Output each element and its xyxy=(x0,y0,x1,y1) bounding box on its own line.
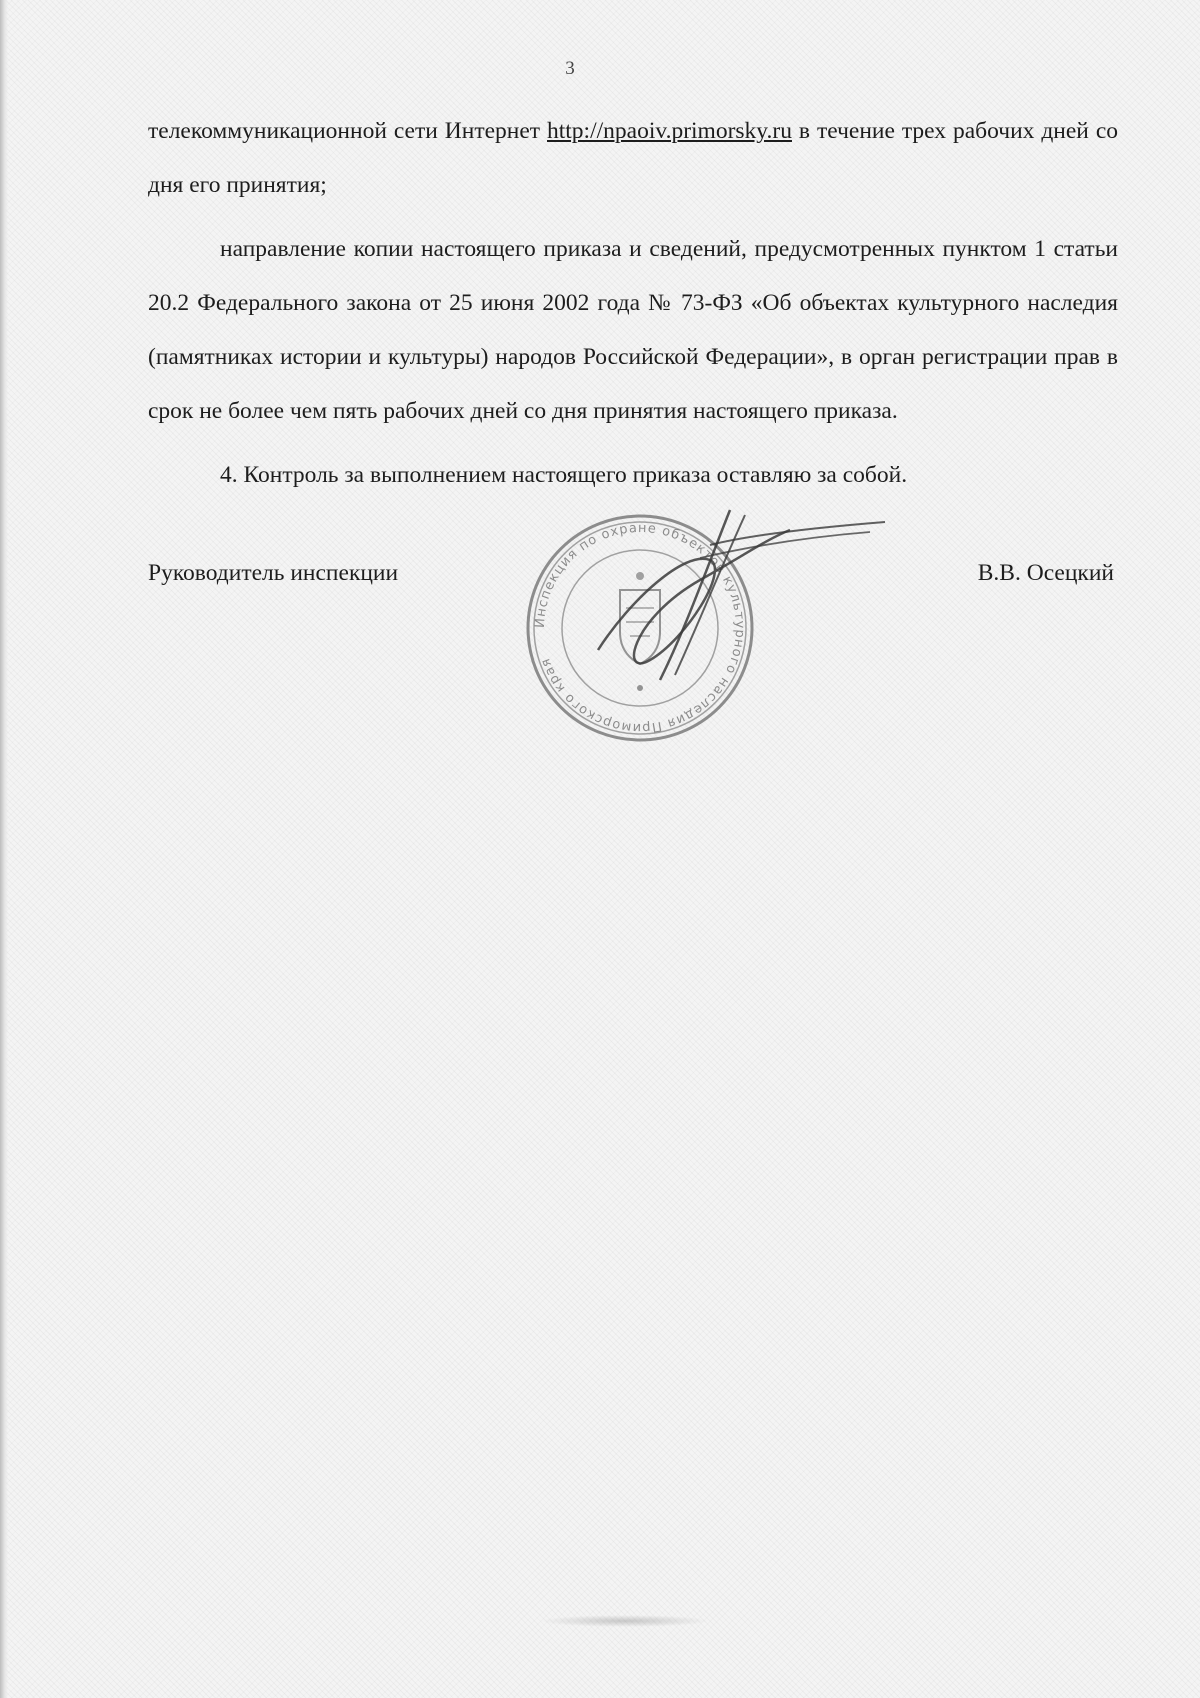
paragraph-1-text-start: телекоммуникационной сети Интернет xyxy=(148,118,547,144)
signatory-position: Руководитель инспекции xyxy=(148,560,399,586)
scan-artifact xyxy=(540,1615,710,1627)
stamp-outer-text: Инспекция по охране объектов культурного наследия Приморского края xyxy=(532,520,748,736)
paragraph-3: 4. Контроль за выполнением настоящего приказа оставляю за собой. xyxy=(220,462,908,488)
document-body xyxy=(148,104,1118,502)
paragraph-1 xyxy=(148,104,1118,212)
paragraph-1-text-end: в течение трех рабочих дней со дня его принятия; xyxy=(148,118,1118,198)
paragraph-2: направление копии настоящего приказа и сведений, предусмотренных пунктом 1 статьи 20.2 Федерального закона от 25 июня 2002 года № 73-ФЗ «Об объектах культурного наследия (памятниках истории и культуры) народов Российской Федерации», в орган регистрации прав в срок не более чем пять рабочих дней со дня принятия настоящего приказа. xyxy=(148,236,1118,424)
signatory-name: В.В. Осецкий xyxy=(977,560,1114,586)
scan-left-edge xyxy=(0,0,8,1698)
website-link[interactable]: http://npaoiv.primorsky.ru xyxy=(547,118,792,144)
page-number: 3 xyxy=(565,58,575,79)
handwritten-signature xyxy=(590,500,890,700)
